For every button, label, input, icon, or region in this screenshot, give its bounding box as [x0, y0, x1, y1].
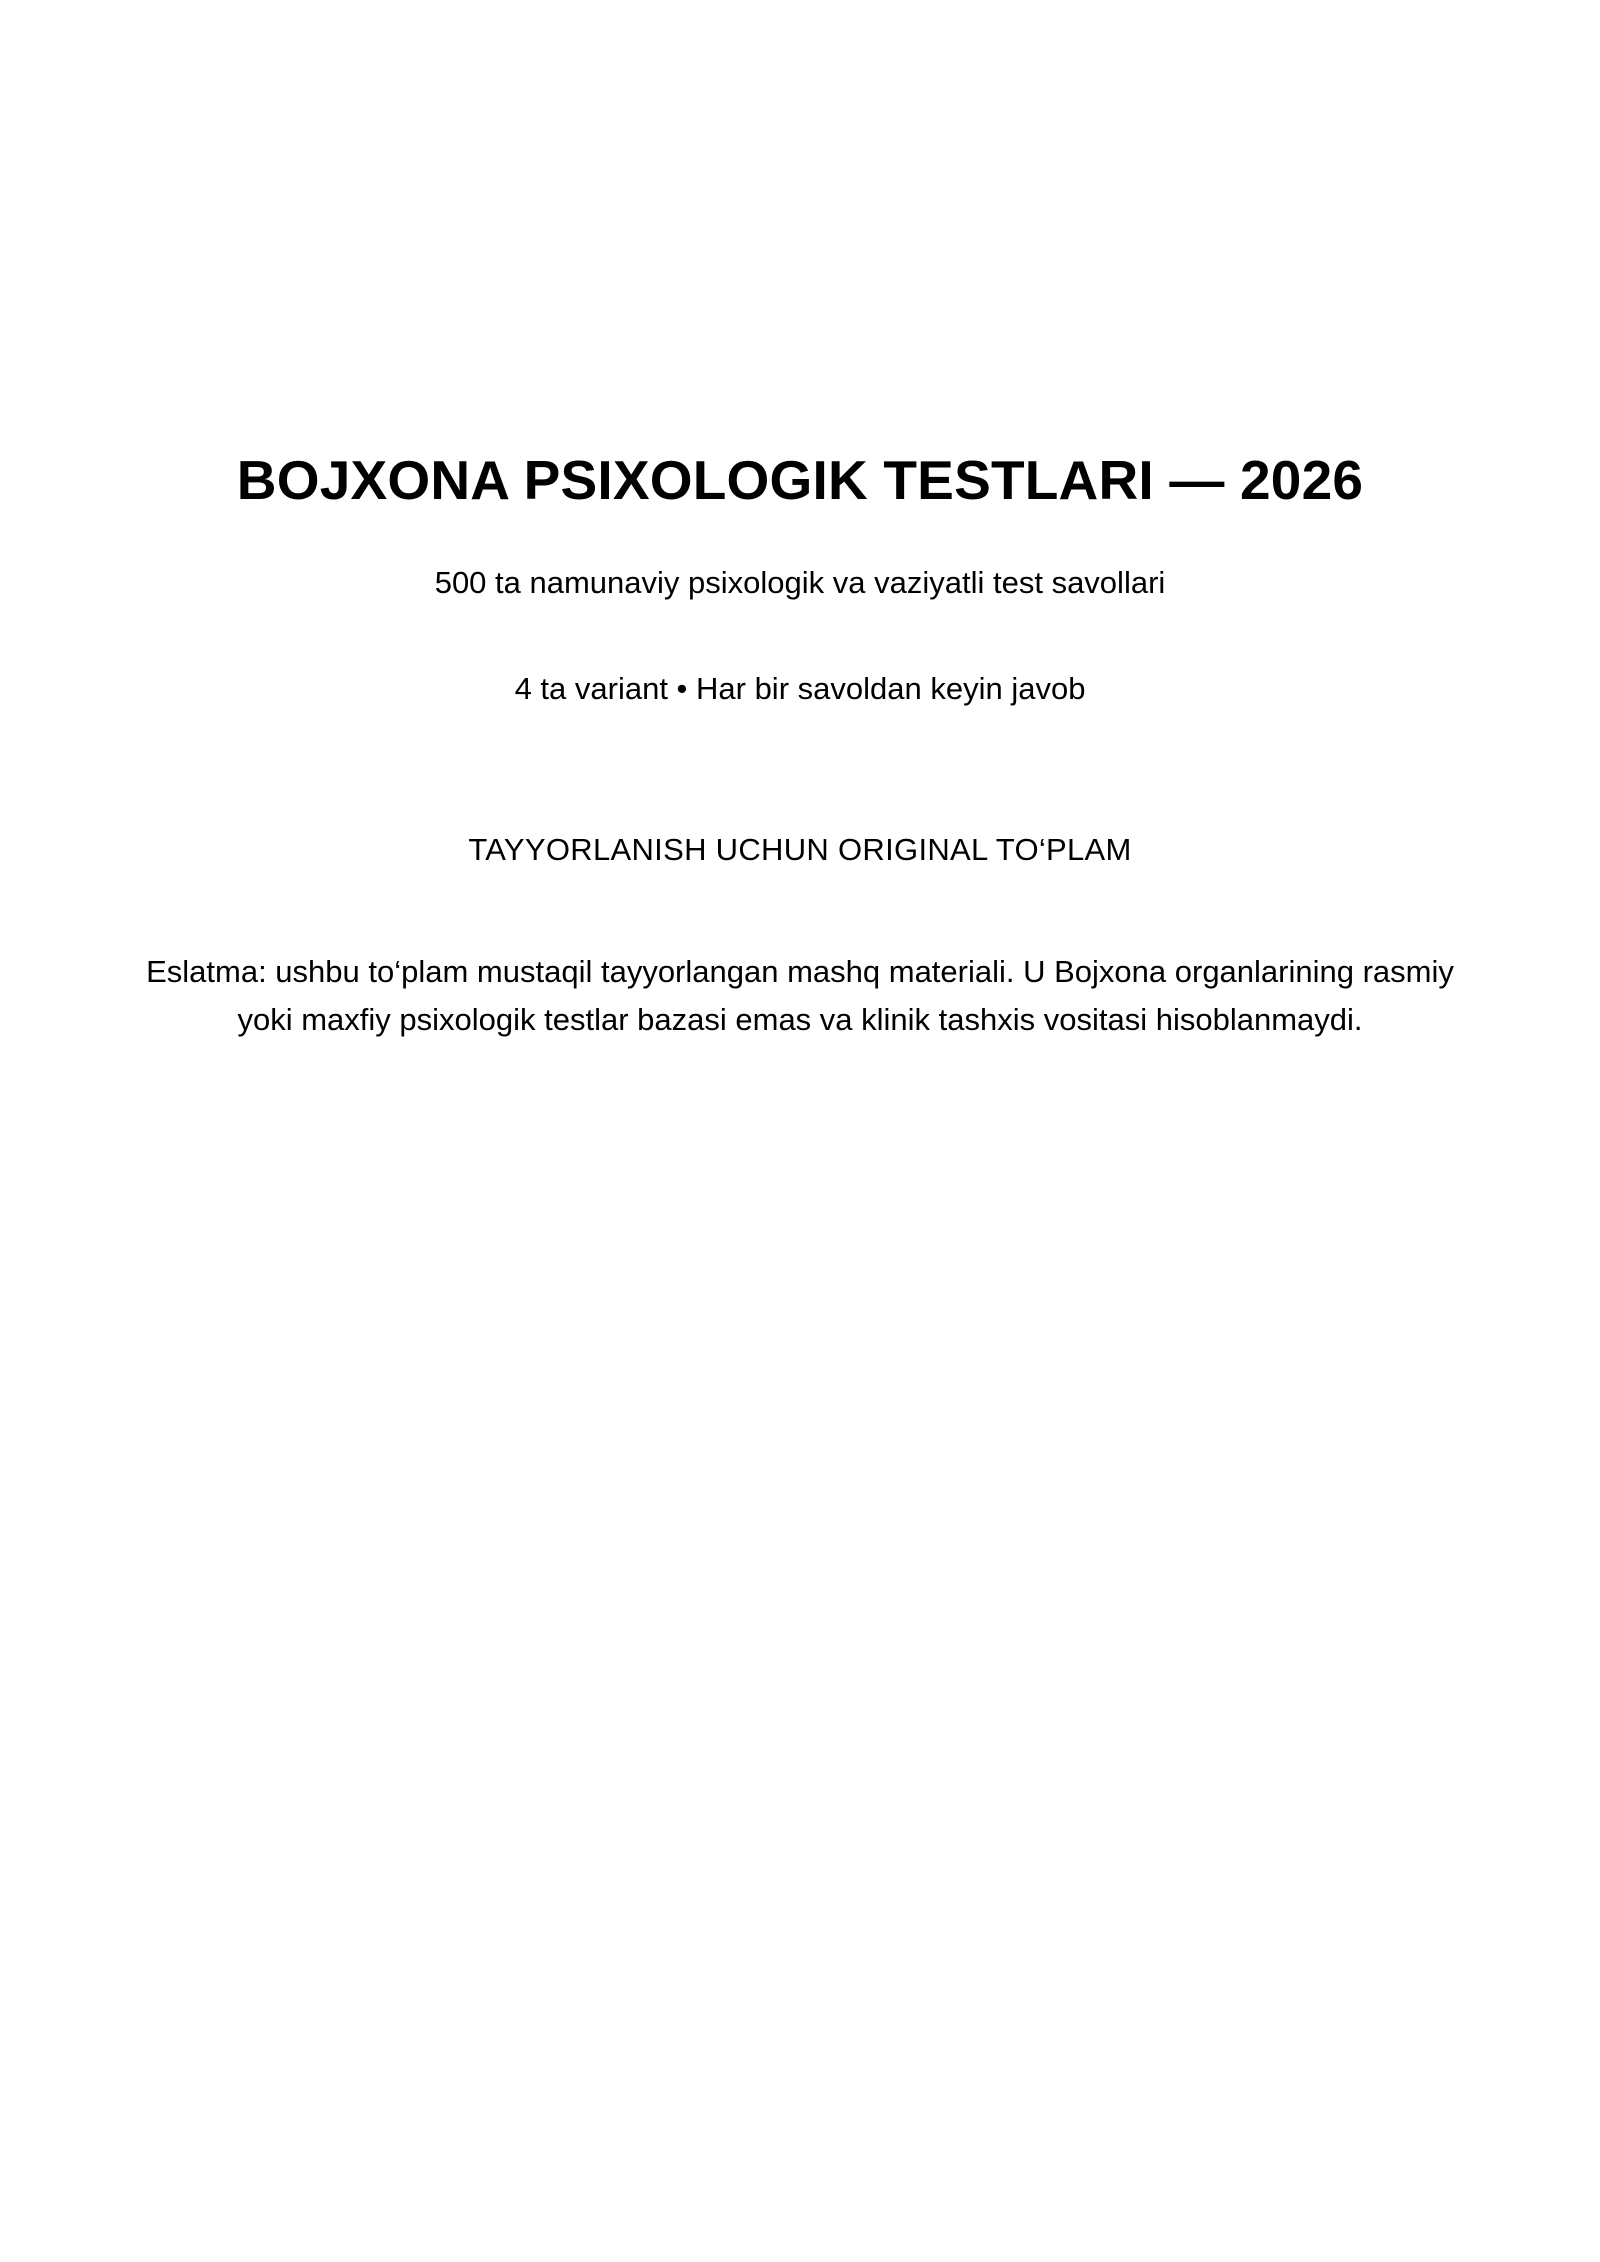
collection-label: TAYYORLANISH UCHUN ORIGINAL TO‘PLAM — [468, 832, 1132, 867]
disclaimer-note — [140, 948, 1460, 1044]
variant-info: 4 ta variant • Har bir savoldan keyin javob — [514, 671, 1086, 706]
disclaimer-line-2: yoki maxfiy psixologik testlar bazasi emas va klinik tashxis vositasi hisoblanmaydi. — [237, 1002, 1363, 1037]
document-title: BOJXONA PSIXOLOGIK TESTLARI — 2026 — [236, 449, 1364, 511]
disclaimer-line-1: Eslatma: ushbu to‘plam mustaqil tayyorlangan mashq materiali. U Bojxona organlarining rasmiy — [146, 954, 1454, 989]
document-subtitle: 500 ta namunaviy psixologik va vaziyatli test savollari — [434, 565, 1166, 600]
